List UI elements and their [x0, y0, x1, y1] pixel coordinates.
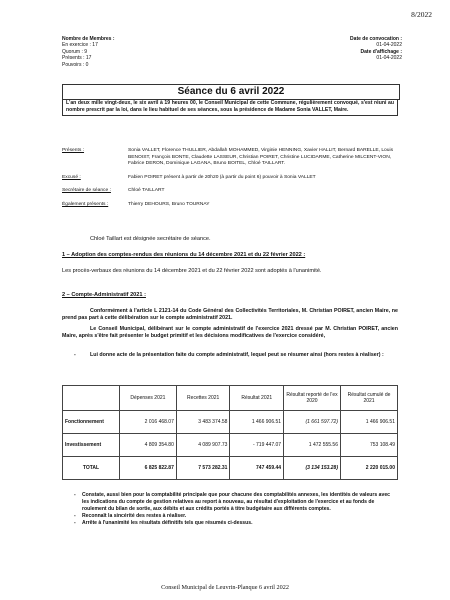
item1-text: Les procès-verbaux des réunions du 14 décembre 2021 et du 22 février 2022 sont adoptés à l'unanimité.	[62, 268, 322, 274]
attendance-list	[62, 148, 398, 216]
table-cell: 2 016 468.07	[119, 411, 176, 434]
table-header: Résultat 2021	[230, 386, 284, 411]
bullet-dash: -	[74, 519, 76, 526]
table-cell: 7 573 282.31	[176, 457, 230, 480]
table-row	[63, 457, 398, 480]
members-heading: Nombre de Membres :	[62, 36, 115, 42]
table-cell: 6 825 822.87	[119, 457, 176, 480]
conclusion-list	[74, 492, 394, 527]
table-cell: 2 220 015.00	[341, 457, 398, 480]
intro-text: L'an deux mille vingt-deux, le six avril à 19 heures 00, le Conseil Municipal de cette Commune, régulièrement convoqué, s'est réuni au nombre prescrit par la loi, dans le lieu habituel de ses séances, sous la présidence de Madame Sonia VALLET, Maire.	[62, 99, 398, 116]
affichage-label: Date d'affichage :	[360, 48, 402, 55]
members-line: Pouvoirs : 0	[62, 61, 89, 68]
table-cell: - 719 447.07	[230, 434, 284, 457]
table-cell: Investissement	[63, 434, 120, 457]
list-item	[74, 492, 394, 513]
attendance-row	[62, 202, 398, 209]
item2-para1: Conformément à l'article L 2121-14 du Code Général des Collectivités Territoriales, M. Christian POIRET, ancien Maire, ne prend pas part à cette délibération sur le compte administratif 2021.	[62, 308, 398, 321]
item1-title	[62, 252, 402, 259]
attendance-value: Chloé TAILLART	[128, 188, 165, 194]
table-cell: TOTAL	[63, 457, 120, 480]
list-item	[74, 520, 394, 527]
financial-table	[62, 385, 398, 480]
attendance-value: Thierry DEHOURS, Bruno TOURNAY	[128, 201, 210, 207]
table-header: Résultat reporté de l'ex 2020	[284, 386, 341, 411]
table-header-row	[63, 386, 398, 411]
table-cell: 4 089 907.73	[176, 434, 230, 457]
title-box	[62, 84, 400, 100]
members-block	[62, 36, 115, 68]
table-cell: 1 472 555.56	[284, 434, 341, 457]
table-cell: Fonctionnement	[63, 411, 120, 434]
bullet-dash: -	[74, 492, 76, 498]
item2-bullet	[74, 352, 398, 359]
table-cell: 747 459.44	[230, 457, 284, 480]
item2-bullet-text: Lui donne acte de la présentation faite du compte administratif, lequel peut se résumer ainsi (hors restes à réaliser) :	[90, 352, 384, 358]
list-item-text: Reconnaît la sincérité des restes à réaliser.	[82, 512, 187, 519]
table-cell: 3 483 374.58	[176, 411, 230, 434]
attendance-row	[62, 175, 398, 182]
table-header: Recettes 2021	[176, 386, 230, 411]
list-item-text: Constate, aussi bien pour la comptabilité principale que pour chacune des comptabilités annexes, les identités de valeurs avec les indications du compte de gestion relatives au report à nouveau, au résultat d'exploitation de l'exercice et au fonds de roulement du bilan de sortie, aux débits et aux crédits portés à titre budgétaire aux différents comptes.	[82, 492, 390, 512]
bullet-dash: -	[74, 352, 76, 358]
item2-title-text: 2 – Compte-Administratif 2021 :	[62, 292, 146, 298]
list-item-text: Arrête à l'unanimité les résultats définitifs tels que résumés ci-dessus.	[82, 519, 253, 526]
attendance-value: Fabien POIRET présent à partir de 20h20 (à partir du point 6) pouvoir à Sonia VALLET	[128, 174, 316, 180]
attendance-label: Également présents :	[62, 201, 109, 207]
convocation-label: Date de convocation :	[350, 36, 402, 42]
secretary-sentence: Chloé Taillart est désignée secrétaire de séance.	[90, 236, 211, 242]
table-cell: 753 108.49	[341, 434, 398, 457]
attendance-label: Excusé :	[62, 174, 81, 180]
attendance-row	[62, 148, 398, 168]
table-header: Résultat cumulé de 2021	[341, 386, 398, 411]
attendance-label: Présents :	[62, 148, 85, 153]
bullet-dash: -	[74, 512, 76, 519]
attendance-value: Sonia VALLET, Florence THULLIER, Abdallah MOHAMMED, Virginie HENNING, Xavier HALLIT, Bernard BARELLE, Louis BENOIST, François BONTE, Claudette LASSEUR, Christian POIRET, Christine LUCIDARME, Catherine MILCENT-VION, Fabrice DERON, Dominique LAGANA, Bruno BOITEL, Chloé TAILLART.	[128, 148, 394, 167]
item2-title	[62, 292, 146, 299]
members-line: En exercice : 17	[62, 42, 98, 49]
page-footer: Conseil Municipal de Leuvrin-Planque 6 avril 2022	[161, 584, 289, 591]
members-line: Présents : 17	[62, 55, 92, 62]
item1-title-text: 1 – Adoption des comptes-rendus des réunions du 14 décembre 2021 et du 22 février 2022 :	[62, 252, 306, 258]
table-cell: (3 134 153.28)	[284, 457, 341, 480]
table-header	[63, 386, 120, 411]
convocation-block	[350, 36, 402, 62]
table-cell: (1 661 597.72)	[284, 411, 341, 434]
convocation-date: 01-04-2022	[376, 42, 402, 49]
item2-para2: Le Conseil Municipal, délibérant sur le compte administratif de l'exercice 2021 dressé par M. Christian POIRET, ancien Maire, après s'être fait présenter le budget primitif et les décisions modificatives de l'exercice considéré,	[62, 326, 398, 339]
table-cell: 1 466 906.51	[341, 411, 398, 434]
attendance-label: Secrétaire de séance :	[62, 188, 111, 194]
affichage-date: 01-04-2022	[376, 55, 402, 62]
table-cell: 1 466 906.51	[230, 411, 284, 434]
table-header: Dépenses 2021	[119, 386, 176, 411]
page-title: Séance du 6 avril 2022	[177, 86, 285, 97]
list-item	[74, 513, 394, 520]
table-cell: 4 809 354.80	[119, 434, 176, 457]
members-line: Quorum : 9	[62, 48, 88, 55]
table-row	[63, 411, 398, 434]
attendance-row	[62, 188, 398, 195]
page-number: 8/2022	[411, 10, 432, 19]
table-row	[63, 434, 398, 457]
